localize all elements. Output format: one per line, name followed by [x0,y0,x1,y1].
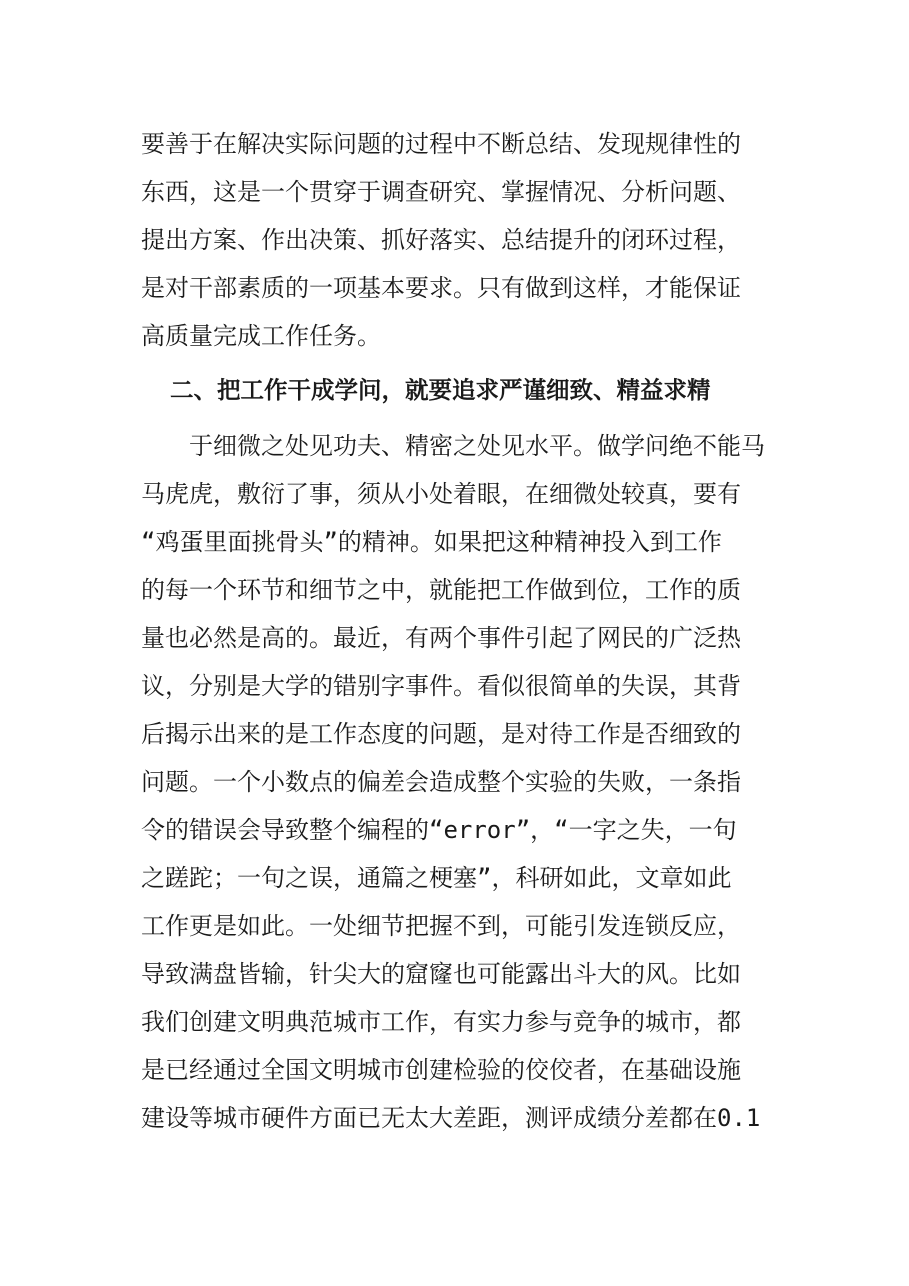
paragraph-line: 要善于在解决实际问题的过程中不断总结、发现规律性的 [141,130,741,158]
paragraph-line: 令的错误会导致整个编程的“error”，“一字之失，一句 [141,816,737,844]
paragraph-line: 于细微之处见功夫、精密之处见水平。做学问绝不能马 [141,432,765,460]
paragraph-line: 是已经通过全国文明城市创建检验的佼佼者，在基础设施 [141,1056,741,1084]
paragraph-line: 工作更是如此。一处细节把握不到，可能引发连锁反应， [141,912,741,940]
paragraph-line: 问题。一个小数点的偏差会造成整个实验的失败，一条指 [141,768,741,796]
paragraph-line: 提出方案、作出决策、抓好落实、总结提升的闭环过程， [141,226,741,254]
paragraph-line: 的每一个环节和细节之中，就能把工作做到位，工作的质 [141,576,741,604]
paragraph-line: 量也必然是高的。最近，有两个事件引起了网民的广泛热 [141,624,741,652]
paragraph-line: 之蹉跎；一句之误，通篇之梗塞”，科研如此，文章如此 [141,864,732,892]
paragraph-line: 东西，这是一个贯穿于调查研究、掌握情况、分析问题、 [141,178,741,206]
paragraph-line: “鸡蛋里面挑骨头”的精神。如果把这种精神投入到工作 [141,528,722,556]
paragraph-line: 建设等城市硬件方面已无太大差距，测评成绩分差都在0.1 [141,1104,761,1132]
paragraph-line: 马虎虎，敷衍了事，须从小处着眼，在细微处较真，要有 [141,480,741,508]
paragraph-line: 后揭示出来的是工作态度的问题，是对待工作是否细致的 [141,720,741,748]
paragraph-line: 高质量完成工作任务。 [141,322,381,350]
paragraph-line: 是对干部素质的一项基本要求。只有做到这样，才能保证 [141,274,741,302]
paragraph-line: 导致满盘皆输，针尖大的窟窿也可能露出斗大的风。比如 [141,960,741,988]
paragraph-line: 我们创建文明典范城市工作，有实力参与竞争的城市，都 [141,1008,741,1036]
paragraph-line: 议，分别是大学的错别字事件。看似很简单的失误，其背 [141,672,741,700]
section-heading: 二、把工作干成学问，就要追求严谨细致、精益求精 [170,376,711,404]
